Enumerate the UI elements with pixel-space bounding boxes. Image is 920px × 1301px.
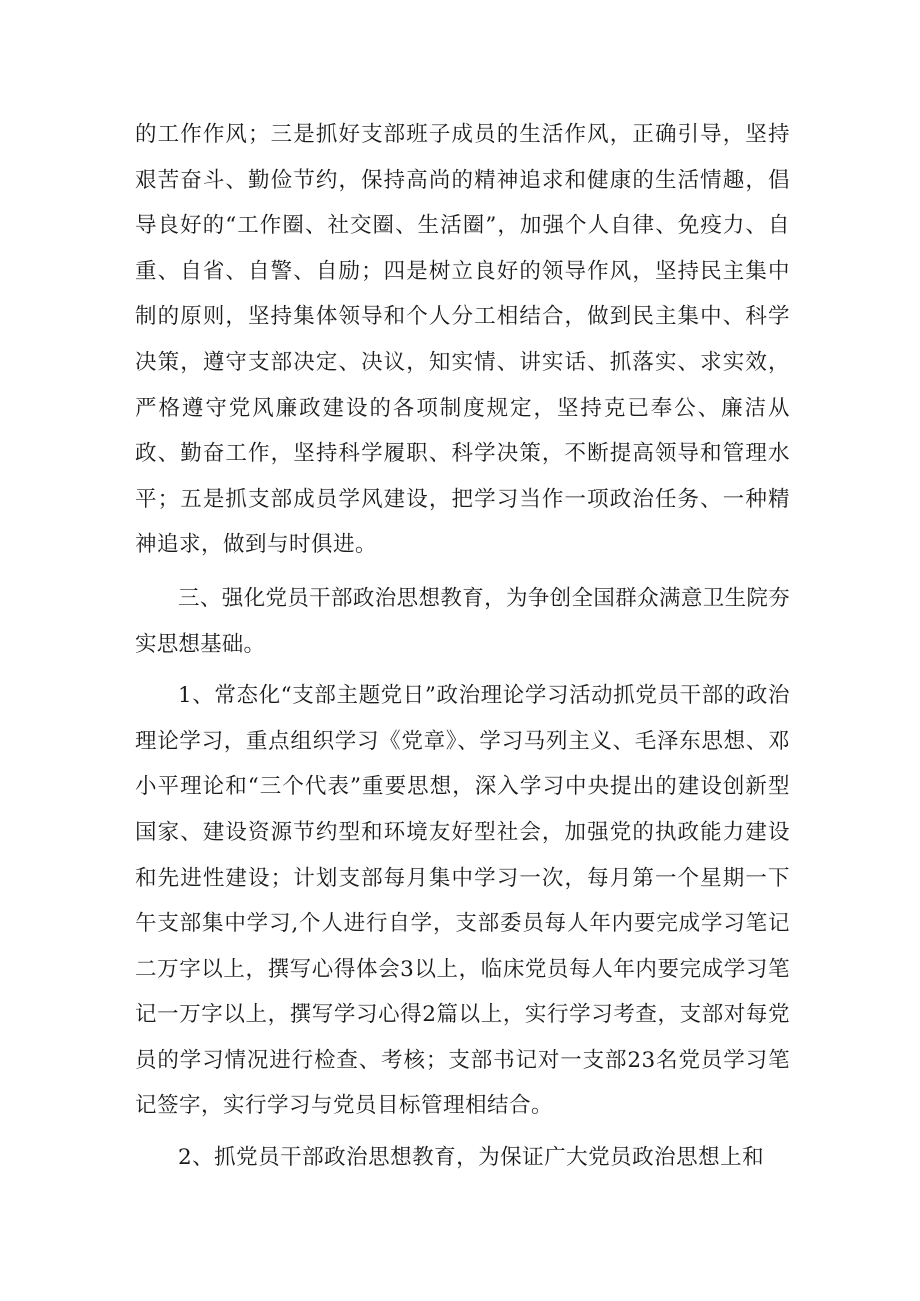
numbered-paragraph-1: 1、常态化“支部主题党日”政治理论学习活动抓党员干部的政治理论学习，重点组织学习《党章》、学习马列主义、毛泽东思想、邓小平理论和“三个代表”重要思想，深入学习中央提出的建设创新型国家、建设资源节约型和环境友好型社会，加强党的执政能力建设和先进性建设；计划支部每月集中学习一次，每月第一个星期一下午支部集中学习,个人进行自学，支部委员每人年内要完成学习笔记二万字以上，撰写心得体会3以上，临床党员每人年内要完成学习笔记一万字以上，撰写学习心得2篇以上，实行学习考查，支部对每党员的学习情况进行检查、考核；支部书记对一支部23名党员学习笔记签字，实行学习与党员目标管理相结合。 (135, 683, 790, 1119)
section-heading: 三、强化党员干部政治思想教育，为争创全国群众满意卫生院夯实思想基础。 (135, 585, 790, 657)
document-body (135, 112, 790, 1181)
numbered-paragraph-2: 2、抓党员干部政治思想教育，为保证广大党员政治思想上和 (178, 1145, 765, 1171)
body-paragraph: 的工作作风；三是抓好支部班子成员的生活作风，正确引导，坚持艰苦奋斗、勤俭节约，保持高尚的精神追求和健康的生活情趣，倡导良好的“工作圈、社交圈、生活圈”，加强个人自律、免疫力、自重、自省、自警、自励；四是树立良好的领导作风，坚持民主集中制的原则，坚持集体领导和个人分工相结合，做到民主集中、科学决策，遵守支部决定、决议，知实情、讲实话、抓落实、求实效，严格遵守党风廉政建设的各项制度规定，坚持克已奉公、廉洁从政、勤奋工作，坚持科学履职、科学决策，不断提高领导和管理水平；五是抓支部成员学风建设，把学习当作一项政治任务、一种精神追求，做到与时俱进。 (135, 122, 790, 558)
